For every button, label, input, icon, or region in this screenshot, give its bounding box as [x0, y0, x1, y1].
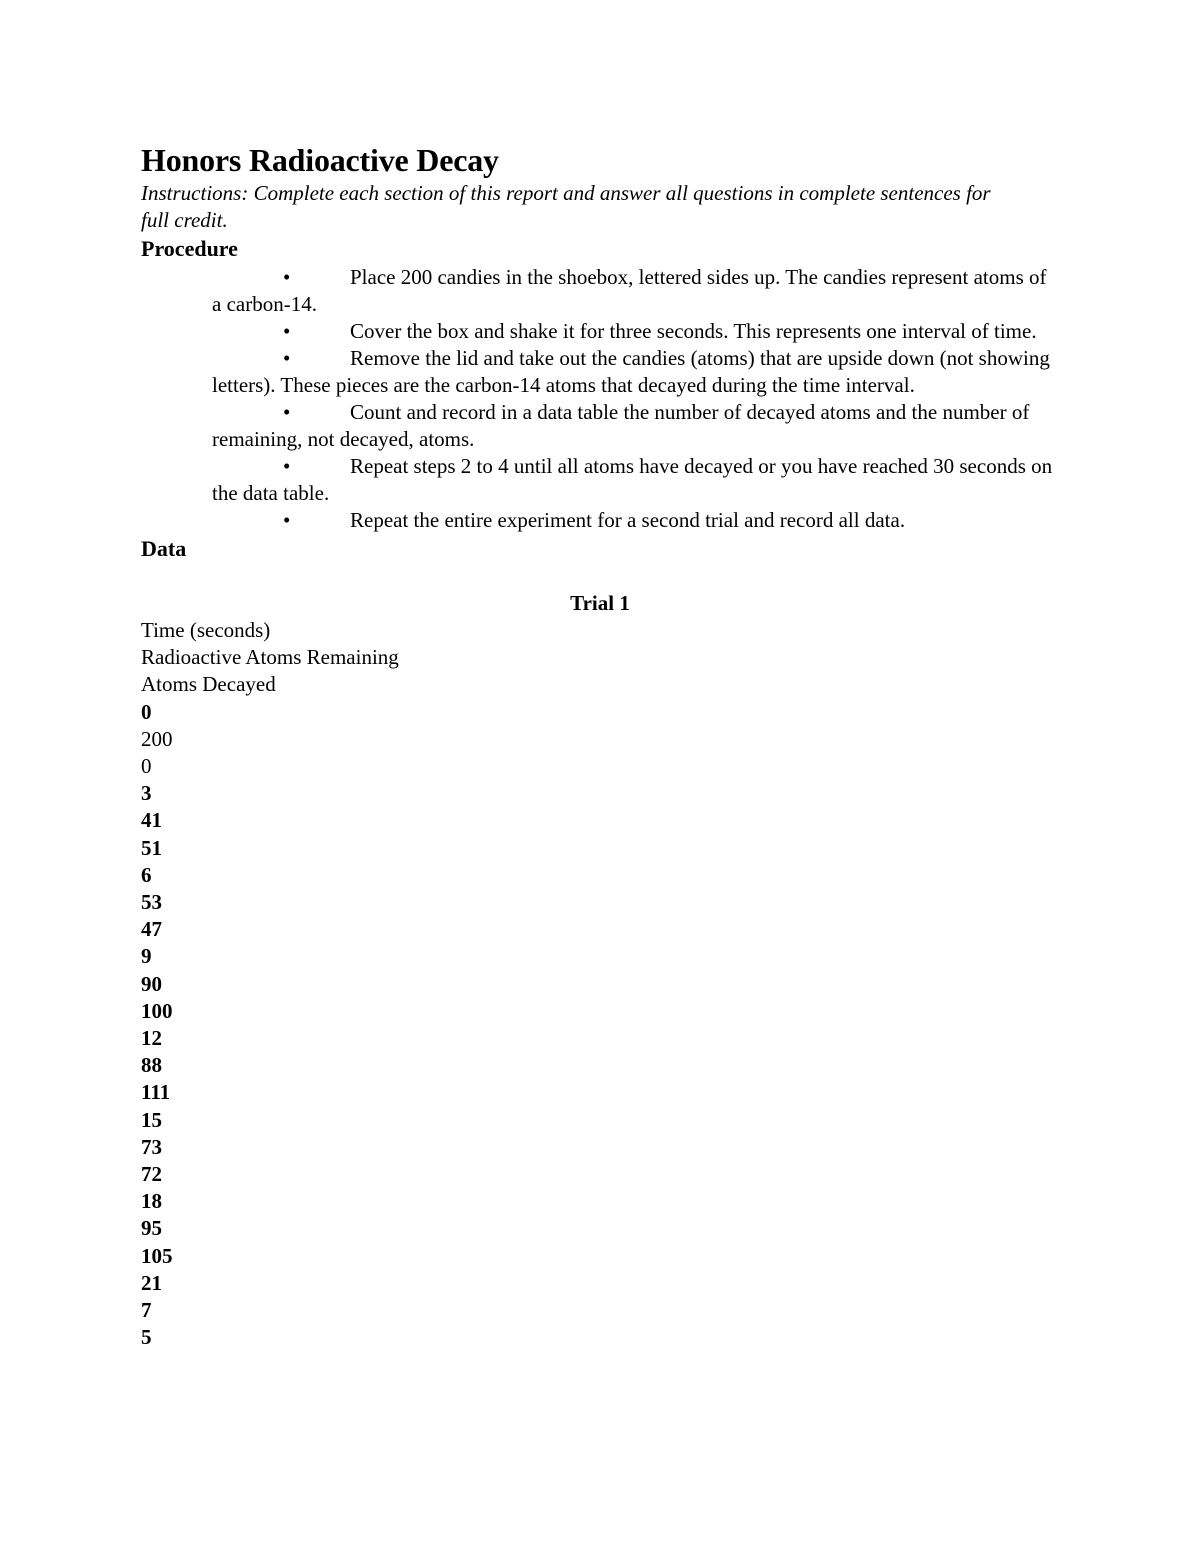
procedure-step	[212, 399, 1061, 453]
document-title: Honors Radioactive Decay	[141, 142, 499, 178]
procedure-step	[212, 318, 1061, 345]
table-cell: 41	[141, 808, 162, 833]
procedure-step	[212, 345, 1061, 399]
table-cell: 0	[141, 754, 152, 779]
procedure-step-text: Repeat steps 2 to 4 until all atoms have decayed or you have reached 30 seconds on the data table.	[212, 454, 1053, 505]
bullet-icon: •	[283, 400, 291, 424]
table-cell: 12	[141, 1026, 162, 1051]
table-cell: 88	[141, 1053, 162, 1078]
procedure-list	[141, 264, 1061, 534]
table-cell: 105	[141, 1243, 173, 1268]
document-page	[141, 140, 1061, 1351]
table-cell: 9	[141, 944, 152, 969]
table-cell: 51	[141, 835, 162, 860]
trial-data-values	[141, 699, 1061, 1352]
table-cell: 47	[141, 917, 162, 942]
procedure-step	[212, 264, 1061, 318]
table-cell: 111	[141, 1080, 171, 1105]
table-cell: 5	[141, 1325, 152, 1350]
table-cell: 18	[141, 1189, 162, 1214]
procedure-step	[212, 453, 1061, 507]
bullet-icon: •	[283, 265, 291, 289]
table-cell: 3	[141, 781, 152, 806]
column-header-remaining: Radioactive Atoms Remaining	[141, 645, 399, 670]
column-header-time: Time (seconds)	[141, 618, 271, 642]
trial-data-table	[141, 617, 1061, 699]
procedure-heading: Procedure	[141, 236, 238, 261]
table-cell: 21	[141, 1270, 162, 1295]
procedure-step-text: Count and record in a data table the number of decayed atoms and the number of remaining, not decayed, atoms.	[212, 400, 1030, 451]
data-heading: Data	[141, 536, 187, 561]
table-cell: 15	[141, 1107, 162, 1132]
bullet-icon: •	[283, 319, 291, 343]
table-cell: 73	[141, 1134, 162, 1159]
table-cell: 53	[141, 890, 162, 915]
table-cell: 90	[141, 971, 162, 996]
table-cell: 95	[141, 1216, 162, 1241]
column-header-decayed: Atoms Decayed	[141, 672, 276, 697]
bullet-icon: •	[283, 454, 291, 478]
table-cell: 200	[141, 726, 173, 751]
bullet-icon: •	[283, 346, 291, 370]
table-cell: 6	[141, 862, 152, 887]
procedure-step-text: Remove the lid and take out the candies (atoms) that are upside down (not showing letters). These pieces are the carbon-14 atoms that decayed during the time interval.	[212, 346, 1050, 397]
procedure-step	[212, 507, 1061, 534]
table-cell: 72	[141, 1162, 162, 1187]
table-cell: 0	[141, 699, 152, 724]
table-cell: 7	[141, 1298, 152, 1323]
trial-title: Trial 1	[570, 591, 630, 615]
bullet-icon: •	[283, 508, 291, 532]
procedure-step-text: Repeat the entire experiment for a second trial and record all data.	[350, 508, 906, 532]
instructions-text: Instructions: Complete each section of this report and answer all questions in complete sentences for full credit.	[141, 181, 991, 232]
table-cell: 100	[141, 998, 173, 1023]
procedure-step-text: Place 200 candies in the shoebox, lettered sides up. The candies represent atoms of a carbon-14.	[212, 265, 1047, 316]
procedure-step-text: Cover the box and shake it for three seconds. This represents one interval of time.	[350, 319, 1037, 343]
